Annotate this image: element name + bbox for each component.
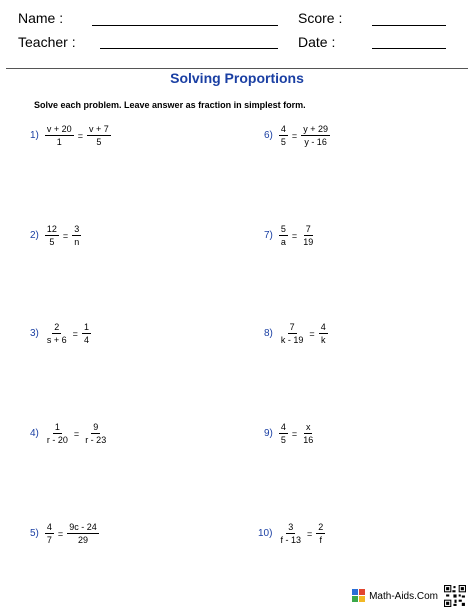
- problem-1: [30, 124, 111, 147]
- numerator: v + 7: [88, 124, 109, 134]
- denominator: 19: [303, 237, 314, 247]
- math-aids-logo-icon: [352, 589, 366, 603]
- denominator: a: [280, 237, 286, 247]
- denominator: f: [319, 535, 322, 545]
- denominator: n: [74, 237, 80, 247]
- numerator: 2: [318, 522, 324, 532]
- numerator: 4: [280, 422, 286, 432]
- problem-number: 2): [30, 230, 39, 241]
- equals-sign: =: [291, 130, 298, 141]
- lhs-fraction: [279, 124, 288, 147]
- equals-sign: =: [77, 130, 83, 141]
- lhs-fraction: [45, 224, 59, 247]
- denominator: 5: [280, 137, 286, 147]
- equals-sign: =: [309, 328, 315, 339]
- numerator: 7: [289, 322, 295, 332]
- problem-6: [264, 124, 330, 147]
- numerator: 3: [288, 522, 294, 532]
- problem-7: [264, 224, 315, 247]
- page-title: Solving Proportions: [170, 70, 304, 86]
- rhs-fraction: [67, 522, 99, 545]
- rhs-fraction: [301, 422, 315, 445]
- equals-sign: =: [57, 528, 64, 539]
- problem-number: 7): [264, 230, 273, 241]
- qr-code-icon: [444, 585, 466, 607]
- lhs-fraction: [45, 422, 70, 445]
- rhs-fraction: [319, 322, 328, 345]
- numerator: v + 20: [46, 124, 72, 134]
- denominator: 1: [56, 137, 62, 147]
- rhs-fraction: [316, 522, 325, 545]
- score-label: Score :: [298, 10, 343, 26]
- numerator: 4: [320, 322, 326, 332]
- numerator: 2: [54, 322, 60, 332]
- equals-sign: =: [306, 528, 313, 539]
- problem-number: 9): [264, 428, 273, 439]
- problem-9: [264, 422, 315, 445]
- rhs-fraction: [83, 422, 108, 445]
- numerator: 7: [305, 224, 311, 234]
- denominator: r - 23: [85, 435, 107, 445]
- numerator: x: [305, 422, 311, 432]
- rhs-fraction: [301, 224, 315, 247]
- equals-sign: =: [62, 230, 69, 241]
- numerator: 3: [74, 224, 80, 234]
- lhs-fraction: [279, 224, 288, 247]
- header-divider: [6, 68, 468, 69]
- numerator: 12: [46, 224, 57, 234]
- denominator: y - 16: [304, 137, 327, 147]
- problem-number: 4): [30, 428, 39, 439]
- equals-sign: =: [73, 428, 80, 439]
- equals-sign: =: [291, 230, 298, 241]
- denominator: f - 13: [280, 535, 301, 545]
- problem-3: [30, 322, 91, 345]
- rhs-fraction: [72, 224, 81, 247]
- denominator: 5: [96, 137, 102, 147]
- score-field[interactable]: [372, 25, 446, 26]
- teacher-field[interactable]: [100, 48, 278, 49]
- teacher-label: Teacher :: [18, 34, 76, 50]
- numerator: 9: [93, 422, 99, 432]
- denominator: 4: [83, 335, 89, 345]
- problem-number: 6): [264, 130, 273, 141]
- problem-number: 5): [30, 528, 39, 539]
- lhs-fraction: [278, 522, 303, 545]
- rhs-fraction: [301, 124, 330, 147]
- equals-sign: =: [291, 428, 298, 439]
- denominator: 7: [46, 535, 52, 545]
- instructions: Solve each problem. Leave answer as fraction in simplest form.: [34, 100, 306, 110]
- denominator: 16: [303, 435, 314, 445]
- problem-4: [30, 422, 108, 445]
- date-label: Date :: [298, 34, 336, 50]
- rhs-fraction: [87, 124, 111, 147]
- footer: [352, 585, 466, 607]
- lhs-fraction: [279, 322, 306, 345]
- denominator: s + 6: [46, 335, 67, 345]
- equals-sign: =: [72, 328, 78, 339]
- problem-2: [30, 224, 81, 247]
- name-field[interactable]: [92, 25, 278, 26]
- problem-8: [264, 322, 328, 345]
- problem-number: 3): [30, 328, 39, 339]
- denominator: r - 20: [46, 435, 68, 445]
- denominator: k: [320, 335, 326, 345]
- denominator: 5: [49, 237, 55, 247]
- lhs-fraction: [45, 124, 74, 147]
- name-label: Name :: [18, 10, 64, 26]
- numerator: 9c - 24: [69, 522, 97, 532]
- denominator: k - 19: [280, 335, 304, 345]
- lhs-fraction: [279, 422, 288, 445]
- numerator: 4: [280, 124, 286, 134]
- problem-number: 10): [258, 528, 273, 539]
- brand-link[interactable]: Math-Aids.Com: [369, 590, 438, 602]
- problem-number: 1): [30, 130, 39, 141]
- problem-number: 8): [264, 328, 273, 339]
- lhs-fraction: [45, 522, 54, 545]
- date-field[interactable]: [372, 48, 446, 49]
- numerator: 5: [280, 224, 286, 234]
- denominator: 5: [280, 435, 286, 445]
- problem-5: [30, 522, 99, 545]
- problem-10: [258, 522, 325, 545]
- rhs-fraction: [82, 322, 91, 345]
- numerator: 1: [54, 422, 60, 432]
- denominator: 29: [77, 535, 88, 545]
- numerator: 4: [46, 522, 52, 532]
- numerator: 1: [83, 322, 89, 332]
- lhs-fraction: [45, 322, 69, 345]
- numerator: y + 29: [303, 124, 328, 134]
